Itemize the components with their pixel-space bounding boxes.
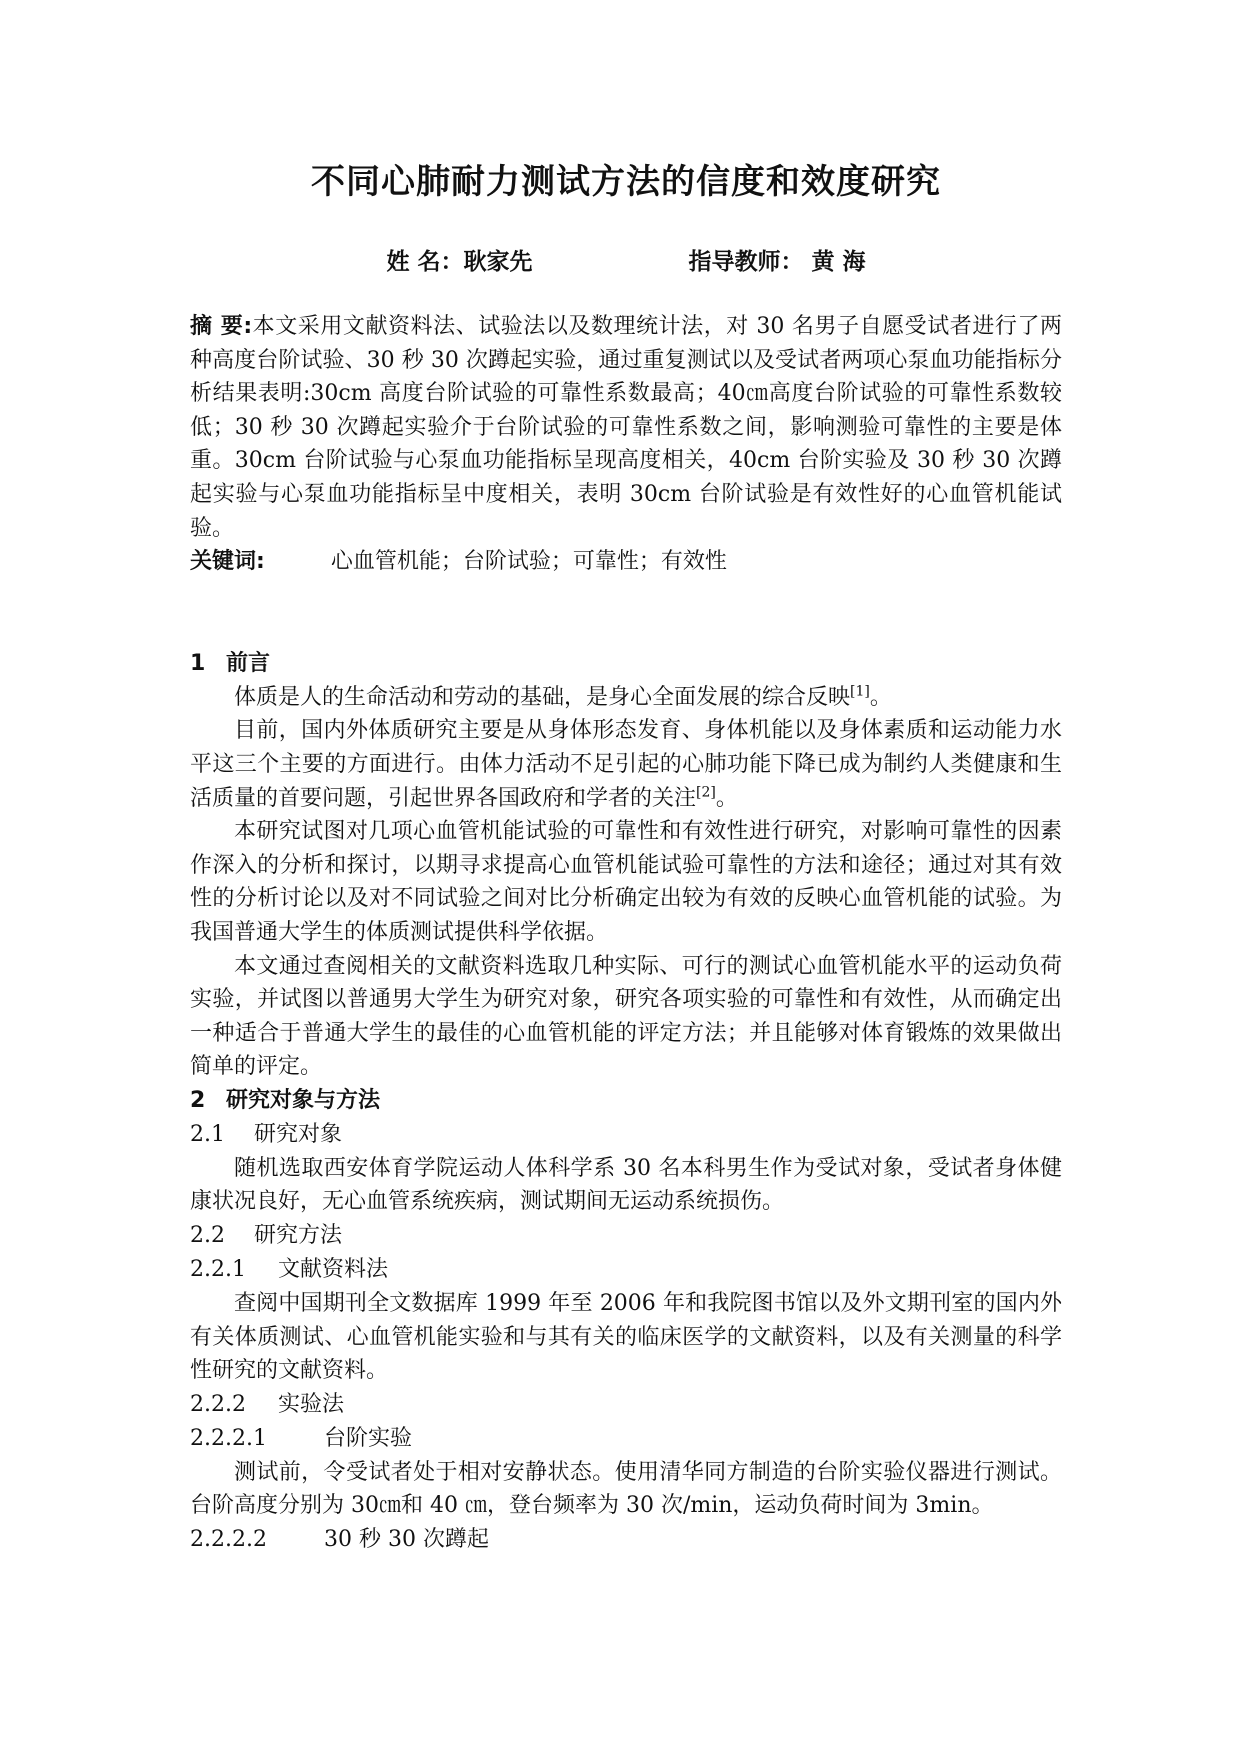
abstract [190,310,1062,545]
advisor-label: 指导教师： [688,249,804,275]
keywords-text: 心血管机能；台阶试验；可靠性；有效性 [330,549,727,575]
subsection-number: 2.2.1 [190,1257,246,1283]
paragraph-text: 体质是人的生命活动和劳动的基础，是身心全面发展的综合反映 [234,684,851,710]
subsection-2-2-1-heading [190,1253,1062,1287]
subsection-title: 30 秒 30 次蹲起 [324,1527,489,1553]
subsection-number: 2.2 [190,1223,225,1249]
subsection-number: 2.2.2.1 [190,1425,267,1451]
subsection-title: 研究对象 [254,1121,343,1147]
subsection-2-1-heading [190,1118,1062,1152]
section-1-heading [190,647,1062,681]
section-title: 研究对象与方法 [226,1087,381,1113]
paragraph [190,681,1062,715]
citation-ref: [1] [850,683,870,700]
paragraph: 随机选取西安体育学院运动人体科学系 30 名本科男生作为受试对象，受试者身体健康状况良好，无心血管系统疾病，测试期间无运动系统损伤。 [190,1155,1062,1215]
paragraph-text: 目前，国内外体质研究主要是从身体形态发育、身体机能以及身体素质和运动能力水平这三个主要的方面进行。由体力活动不足引起的心肺功能下降已成为制约人类健康和生活质量的首要问题，引起世界各国政府和学者的关注 [190,718,1062,811]
subsection-2-2-2-heading [190,1388,1062,1422]
subsection-number: 2.1 [190,1121,225,1147]
paragraph-end: 。 [715,785,738,811]
subsection-2-2-heading [190,1219,1062,1253]
paragraph: 本研究试图对几项心血管机能试验的可靠性和有效性进行研究，对影响可靠性的因素作深入的分析和探讨，以期寻求提高心血管机能试验可靠性的方法和途径；通过对其有效性的分析讨论以及对不同试验之间对比分析确定出较为有效的反映心血管机能的试验。为我国普通大学生的体质测试提供科学依据。 [190,819,1062,945]
subsection-title: 研究方法 [254,1223,343,1249]
subsection-2-2-2-2-heading [190,1523,1062,1557]
paragraph: 本文通过查阅相关的文献资料选取几种实际、可行的测试心血管机能水平的运动负荷实验，并试图以普通男大学生为研究对象，研究各项实验的可靠性和有效性，从而确定出一种适合于普通大学生的最佳的心血管机能的评定方法；并且能够对体育锻炼的效果做出简单的评定。 [190,953,1062,1080]
paragraph: 测试前，令受试者处于相对安静状态。使用清华同方制造的台阶实验仪器进行测试。台阶高度分别为 30㎝和 40 ㎝，登台频率为 30 次/min，运动负荷时间为 3min。 [190,1459,1062,1519]
section-2-heading [190,1084,1062,1118]
paragraph [190,714,1062,815]
section-title: 前言 [226,650,271,676]
paper-title: 不同心肺耐力测试方法的信度和效度研究 [311,162,941,202]
paragraph-end: 。 [869,684,892,710]
student-label: 姓 名： [386,249,464,275]
keywords-label: 关键词: [190,549,265,575]
subsection-number: 2.2.2.2 [190,1527,267,1553]
student-name: 耿家先 [463,249,533,275]
subsection-title: 实验法 [278,1391,345,1417]
subsection-number: 2.2.2 [190,1391,246,1417]
section-number: 1 [190,650,206,676]
paragraph: 查阅中国期刊全文数据库 1999 年至 2006 年和我院图书馆以及外文期刊室的国内外有关体质测试、心血管机能实验和与其有关的临床医学的文献资料，以及有关测量的科学性研究的文献资料。 [190,1291,1062,1384]
abstract-label: 摘 要: [190,314,253,339]
advisor-name: 黄 海 [811,249,866,275]
section-number: 2 [190,1087,206,1113]
abstract-text: 本文采用文献资料法、试验法以及数理统计法，对 30 名男子自愿受试者进行了两种高度台阶试验、30 秒 30 次蹲起实验，通过重复测试以及受试者两项心泵血功能指标分析结果表明:30cm 高度台阶试验的可靠性系数最高；40㎝高度台阶试验的可靠性系数较低；30 秒 30 次蹲起实验介于台阶试验的可靠性系数之间，影响测验可靠性的主要是体重。30cm 台阶试验与心泵血功能指标呈现高度相关，40cm 台阶实验及 30 秒 30 次蹲起实验与心泵血功能指标呈中度相关，表明 30cm 台阶试验是有效性好的心血管机能试验。 [190,314,1062,541]
keywords [190,545,1062,579]
subsection-title: 文献资料法 [278,1257,389,1283]
subsection-2-2-2-1-heading [190,1422,1062,1456]
subsection-title: 台阶实验 [324,1425,413,1451]
author-line [190,244,1062,280]
citation-ref: [2] [696,784,716,801]
